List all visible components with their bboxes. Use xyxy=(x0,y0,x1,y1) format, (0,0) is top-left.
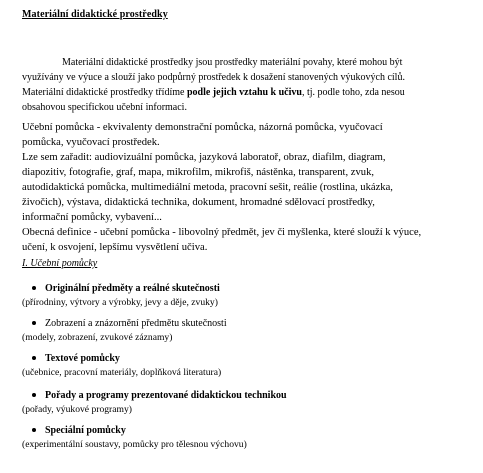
list-item-desc: (experimentální soustavy, pomůcky pro tělesnou výchovu) xyxy=(22,439,247,450)
list-item-title xyxy=(32,425,126,436)
bullet-icon xyxy=(32,321,36,325)
list-item-title xyxy=(32,283,220,294)
list-item-title-text: Textové pomůcky xyxy=(45,353,120,364)
bullet-icon xyxy=(32,286,36,290)
document-title: Materiální didaktické prostředky xyxy=(22,9,168,20)
intro-line-1: Materiální didaktické prostředky jsou prostředky materiální povahy, které mohou být xyxy=(62,57,403,68)
list-item-desc: (modely, zobrazení, zvukové záznamy) xyxy=(22,332,173,343)
intro-line-3-bold: podle jejich vztahu k učivu xyxy=(186,87,302,98)
bullet-icon xyxy=(32,356,36,360)
section-heading: I. Učební pomůcky xyxy=(22,258,98,269)
list-item-desc: (přírodniny, výtvory a výrobky, jevy a děje, zvuky) xyxy=(22,297,218,308)
bullet-icon xyxy=(32,428,36,432)
list-item-title-text: Speciální pomůcky xyxy=(45,425,126,436)
list-item-title xyxy=(32,390,287,401)
intro-line-4: obsahovou specifickou učební informaci. xyxy=(22,102,187,113)
intro-line-3-post: , tj. podle toho, zda nesou xyxy=(301,87,405,98)
list-item-desc: (pořady, výukové programy) xyxy=(22,404,132,415)
list-item-title-text: Originální předměty a reálné skutečnosti xyxy=(45,283,220,294)
intro-line-3 xyxy=(22,85,405,101)
definition-line-4: diapozitiv, fotografie, graf, mapa, mikrofilm, mikrofiš, nástěnka, transparent, zvuk, xyxy=(22,167,375,178)
definition-line-6: živočich), výstava, didaktická technika, dokument, hromadné sdělovací prostředky, xyxy=(22,197,375,208)
bullet-icon xyxy=(32,393,36,397)
definition-line-7: informační pomůcky, vybavení... xyxy=(22,212,162,223)
definition-line-9: učení, k osvojení, lepšímu vysvětlení učiva. xyxy=(22,242,208,253)
list-item-desc: (učebnice, pracovní materiály, doplňková literatura) xyxy=(22,367,222,378)
definition-line-5: autodidaktická pomůcka, multimediální metoda, pracovní sešit, reálie (rostlina, ukázka, xyxy=(22,182,393,193)
intro-line-3-pre: Materiální didaktické prostředky třídíme xyxy=(22,87,187,98)
intro-line-2: využívány ve výuce a slouží jako podpůrný prostředek k dosažení stanovených výukových cílů. xyxy=(22,72,405,83)
definition-line-2: pomůcka, vyučovací prostředek. xyxy=(22,137,160,148)
definition-line-1: Učební pomůcka - ekvivalenty demonstrační pomůcka, názorná pomůcka, vyučovací xyxy=(22,122,383,133)
definition-line-8: Obecná definice - učební pomůcka - libovolný předmět, jev či myšlenka, které slouží k výuce, xyxy=(22,227,422,238)
list-item-title-text: Zobrazení a znázornění předmětu skutečnosti xyxy=(45,318,227,329)
list-item-title xyxy=(32,318,227,329)
definition-line-3: Lze sem zařadit: audiovizuální pomůcka, jazyková laboratoř, obraz, diafilm, diagram, xyxy=(22,152,386,163)
list-item-title-text: Pořady a programy prezentované didaktickou technikou xyxy=(45,390,287,401)
list-item-title xyxy=(32,353,120,364)
